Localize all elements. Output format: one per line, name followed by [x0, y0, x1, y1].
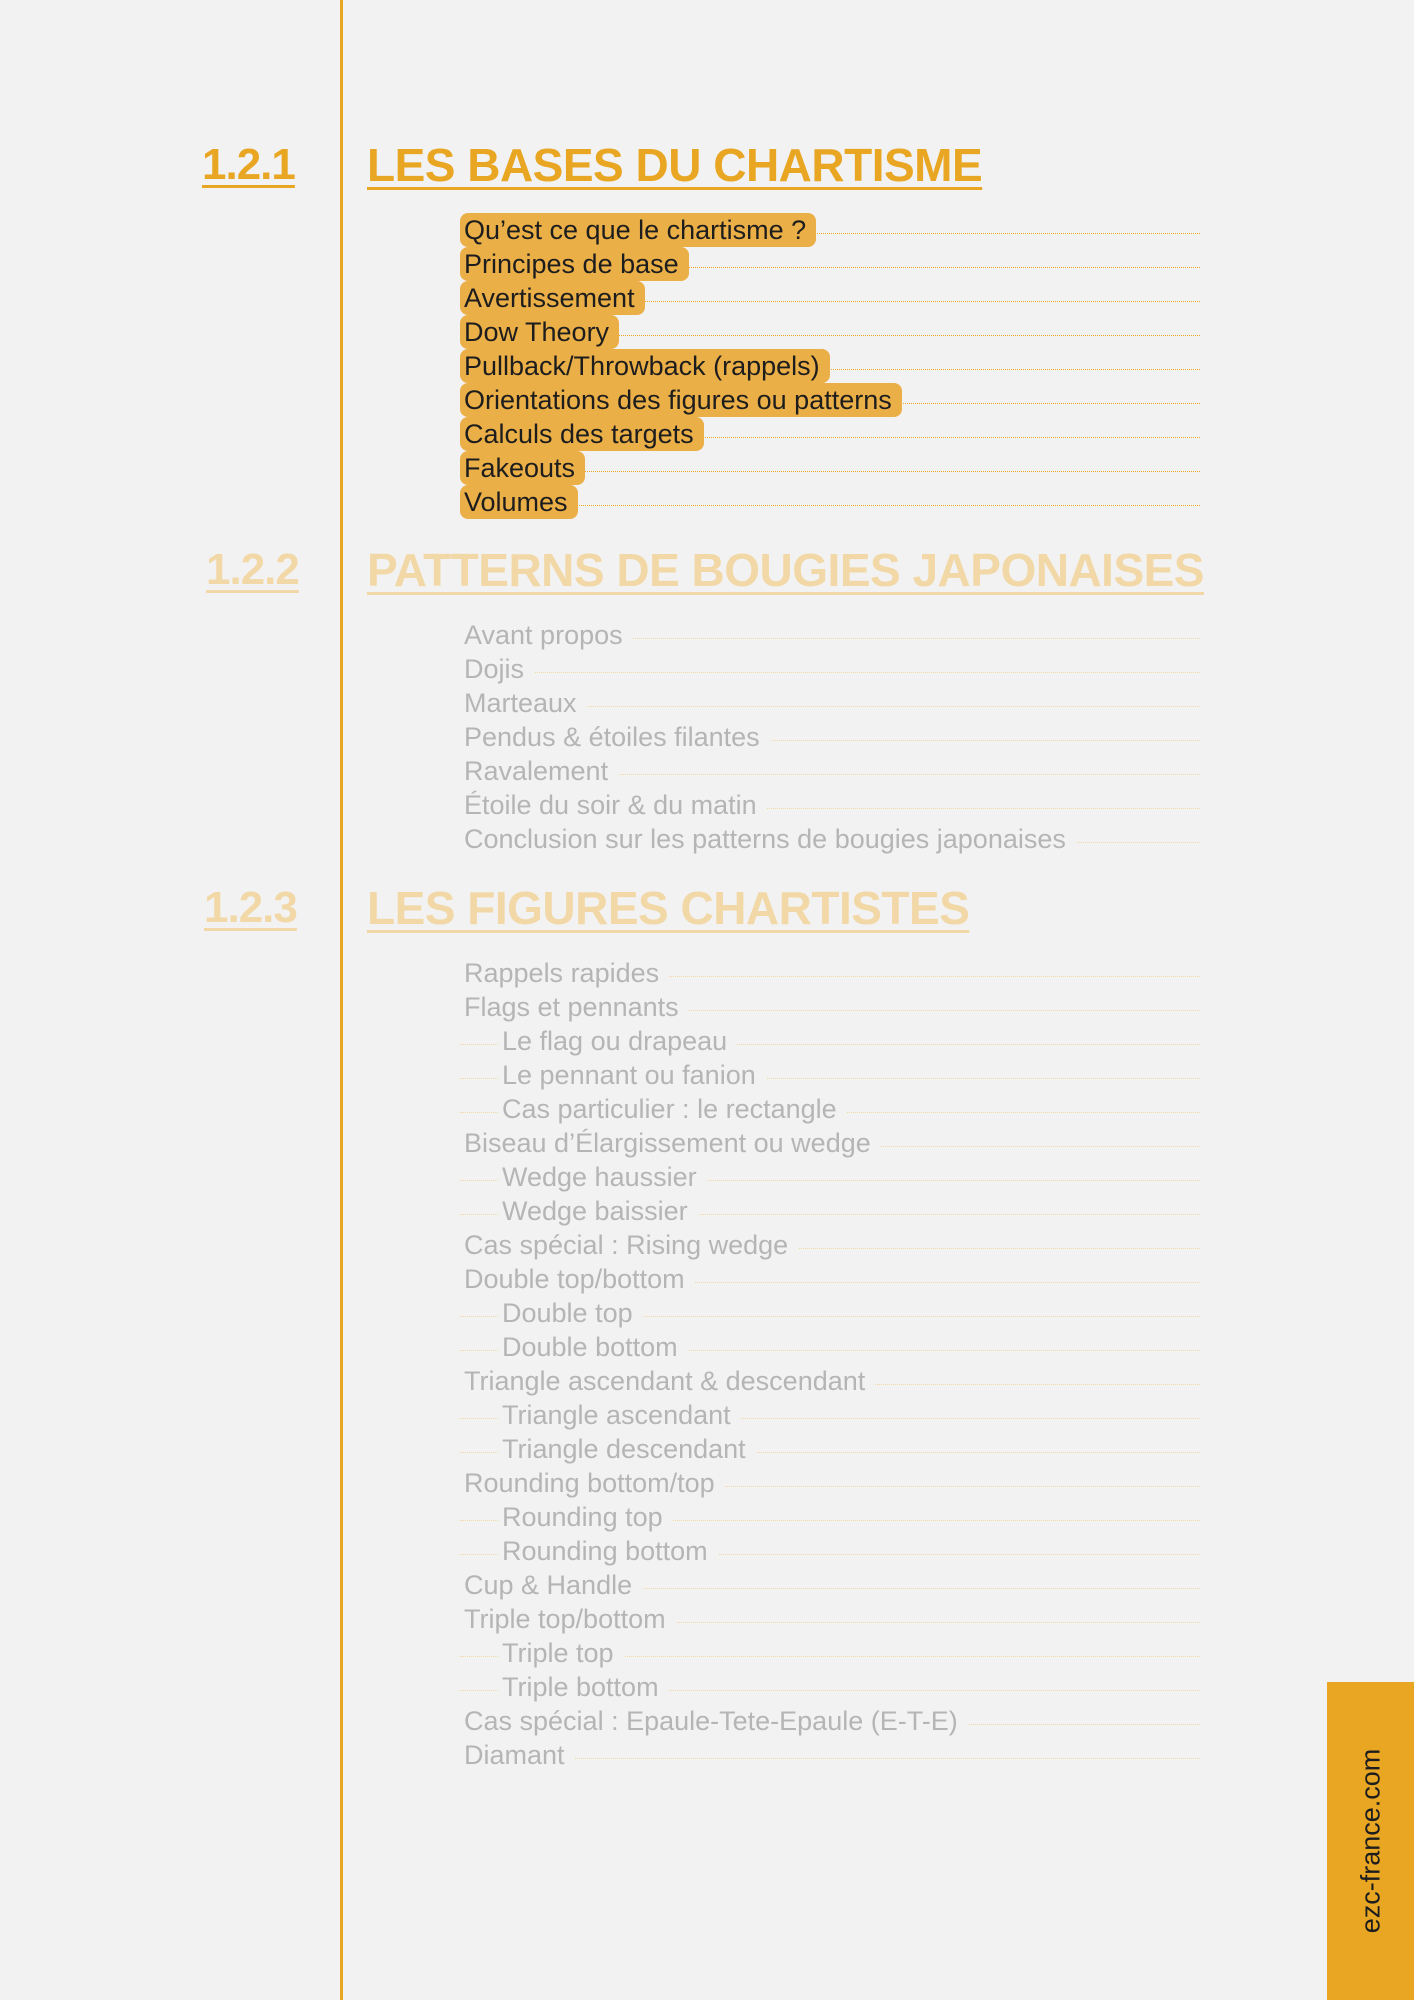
toc-entry-label: Volumes: [460, 485, 578, 519]
toc-subentry[interactable]: [460, 1636, 1200, 1670]
toc-entry-label: Triangle ascendant: [498, 1398, 741, 1432]
toc-subentry[interactable]: [460, 1058, 1200, 1092]
toc-subentry[interactable]: [460, 1670, 1200, 1704]
toc-entry-label: Dow Theory: [460, 315, 619, 349]
toc-entry[interactable]: [460, 990, 1200, 1024]
toc-entry-label: Calculs des targets: [460, 417, 704, 451]
toc-subentry[interactable]: [460, 1092, 1200, 1126]
toc-entry-label: Orientations des figures ou patterns: [460, 383, 902, 417]
toc-entry-label: Double bottom: [498, 1330, 688, 1364]
toc-entry-label: Wedge baissier: [498, 1194, 698, 1228]
toc-entry-label: Avant propos: [460, 618, 633, 652]
toc-entry-label: Diamant: [460, 1738, 575, 1772]
toc-entry[interactable]: [460, 1228, 1200, 1262]
toc-entry-label: Flags et pennants: [460, 990, 689, 1024]
toc-entry[interactable]: [460, 349, 1200, 383]
vertical-accent-line: [340, 0, 343, 2000]
toc-entry[interactable]: [460, 1126, 1200, 1160]
section-number-1-2-3[interactable]: 1.2.3: [204, 883, 297, 932]
toc-entry[interactable]: [460, 1738, 1200, 1772]
toc-subentry[interactable]: [460, 1194, 1200, 1228]
toc-subentry[interactable]: [460, 1398, 1200, 1432]
toc-entry-label: Cas particulier : le rectangle: [498, 1092, 847, 1126]
toc-entry[interactable]: [460, 247, 1200, 281]
toc-entry-label: Le flag ou drapeau: [498, 1024, 737, 1058]
toc-entry[interactable]: [460, 1602, 1200, 1636]
toc-entry[interactable]: [460, 1568, 1200, 1602]
toc-entry-label: Rounding bottom/top: [460, 1466, 725, 1500]
toc-subentry[interactable]: [460, 1024, 1200, 1058]
toc-entry-label: Triple top: [498, 1636, 624, 1670]
toc-entry-label: Triangle descendant: [498, 1432, 756, 1466]
section-number-1-2-2[interactable]: 1.2.2: [206, 545, 299, 594]
toc-entry[interactable]: [460, 720, 1200, 754]
toc-entry[interactable]: [460, 1364, 1200, 1398]
toc-entry-label: Principes de base: [460, 247, 689, 281]
toc-list-1-2-1: [460, 213, 1200, 519]
toc-subentry[interactable]: [460, 1500, 1200, 1534]
toc-entry[interactable]: [460, 652, 1200, 686]
toc-entry-label: Avertissement: [460, 281, 645, 315]
toc-entry-label: Double top: [498, 1296, 643, 1330]
toc-subentry[interactable]: [460, 1432, 1200, 1466]
side-tab: [1327, 1682, 1414, 2000]
toc-entry-label: Triangle ascendant & descendant: [460, 1364, 875, 1398]
toc-entry[interactable]: [460, 618, 1200, 652]
section-number-1-2-1[interactable]: 1.2.1: [202, 140, 295, 189]
toc-entry-label: Biseau d’Élargissement ou wedge: [460, 1126, 881, 1160]
toc-entry-label: Cas spécial : Rising wedge: [460, 1228, 798, 1262]
toc-entry-label: Rappels rapides: [460, 956, 669, 990]
toc-entry[interactable]: [460, 213, 1200, 247]
section-title-1-2-2[interactable]: PATTERNS DE BOUGIES JAPONAISES: [367, 544, 1204, 596]
toc-entry-label: Double top/bottom: [460, 1262, 695, 1296]
toc-entry-label: Triple top/bottom: [460, 1602, 676, 1636]
toc-entry[interactable]: [460, 822, 1200, 856]
toc-entry[interactable]: [460, 315, 1200, 349]
toc-entry[interactable]: [460, 788, 1200, 822]
section-title-1-2-1[interactable]: LES BASES DU CHARTISME: [367, 139, 983, 191]
toc-list-1-2-3: [460, 956, 1200, 1772]
toc-entry[interactable]: [460, 281, 1200, 315]
toc-entry-label: Rounding top: [498, 1500, 673, 1534]
toc-entry-label: Rounding bottom: [498, 1534, 718, 1568]
toc-entry-label: Qu’est ce que le chartisme ?: [460, 213, 816, 247]
toc-entry-label: Dojis: [460, 652, 534, 686]
toc-entry-label: Pullback/Throwback (rappels): [460, 349, 830, 383]
toc-entry-label: Étoile du soir & du matin: [460, 788, 767, 822]
toc-entry-label: Cup & Handle: [460, 1568, 642, 1602]
toc-entry[interactable]: [460, 1704, 1200, 1738]
toc-entry[interactable]: [460, 383, 1200, 417]
toc-entry-label: Conclusion sur les patterns de bougies japonaises: [460, 822, 1076, 856]
toc-entry[interactable]: [460, 485, 1200, 519]
toc-subentry[interactable]: [460, 1330, 1200, 1364]
toc-entry-label: Ravalement: [460, 754, 618, 788]
toc-entry[interactable]: [460, 1466, 1200, 1500]
toc-entry-label: Marteaux: [460, 686, 587, 720]
toc-entry-label: Pendus & étoiles filantes: [460, 720, 770, 754]
toc-entry-label: Triple bottom: [498, 1670, 669, 1704]
section-title-1-2-3[interactable]: LES FIGURES CHARTISTES: [367, 882, 970, 934]
website-label[interactable]: ezc-france.com: [1355, 1748, 1385, 1934]
toc-entry[interactable]: [460, 686, 1200, 720]
toc-entry-label: Cas spécial : Epaule-Tete-Epaule (E-T-E): [460, 1704, 968, 1738]
toc-subentry[interactable]: [460, 1160, 1200, 1194]
toc-entry-label: Le pennant ou fanion: [498, 1058, 766, 1092]
toc-entry[interactable]: [460, 417, 1200, 451]
dotted-leader: [460, 672, 1200, 673]
toc-subentry[interactable]: [460, 1534, 1200, 1568]
toc-entry-label: Wedge haussier: [498, 1160, 707, 1194]
toc-entry-label: Fakeouts: [460, 451, 585, 485]
toc-entry[interactable]: [460, 451, 1200, 485]
toc-list-1-2-2: [460, 618, 1200, 856]
toc-entry[interactable]: [460, 1262, 1200, 1296]
toc-entry[interactable]: [460, 754, 1200, 788]
toc-subentry[interactable]: [460, 1296, 1200, 1330]
toc-entry[interactable]: [460, 956, 1200, 990]
